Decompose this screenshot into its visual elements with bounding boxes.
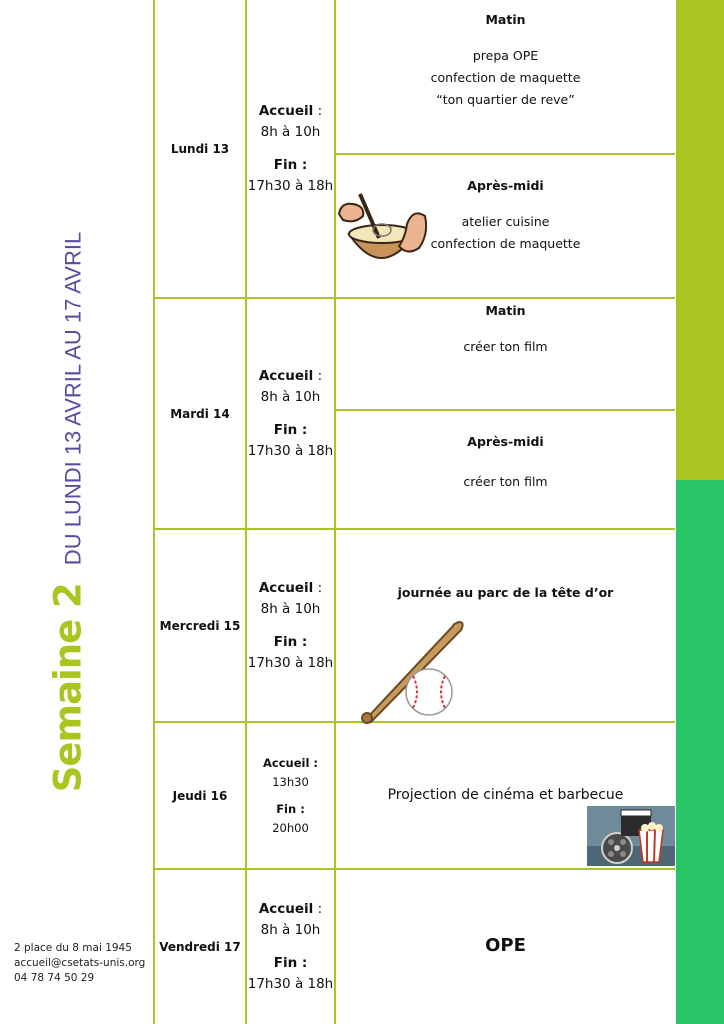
fin-time: 17h30 à 18h [247,976,334,992]
hours-cell: Accueil : 8h à 10h Fin : 17h30 à 18h [247,530,334,721]
accueil-time: 8h à 10h [260,922,321,938]
baseball-icon [361,618,471,724]
activity-mercredi [336,580,675,604]
fin-label: Fin : [273,156,308,173]
fin-label: Fin : [273,955,308,971]
fin-time: 17h30 à 18h [247,654,334,671]
accueil-label: Accueil [258,901,314,917]
fin-label: Fin : [273,633,308,650]
day-label: Vendredi 17 [159,940,241,954]
accent-stripe-green [676,480,724,1024]
schedule-table [153,0,675,1024]
accent-stripe-lime [676,0,724,480]
activity-text: Projection de cinéma et barbecue [387,787,624,803]
week-dates: DU LUNDI 13 AVRIL AU 17 AVRIL [60,231,86,566]
cinema-icon [587,806,675,866]
week-title: Semaine 2 [46,583,90,793]
accueil-time: 13h30 [272,774,309,789]
fin-label: Fin : [273,421,308,438]
fin-label: Fin : [276,801,305,816]
contact-phone: 04 78 74 50 29 [14,972,95,984]
hours-cell: Accueil : 8h à 10h Fin : 17h30 à 18h [247,0,334,297]
day-label: Lundi 13 [170,141,230,156]
activity-mardi-apres-midi: Après-midi créer ton film [463,434,548,489]
accueil-label: Accueil [258,579,314,596]
vertical-title [48,0,88,1024]
activity-lundi-apres-midi: Après-midi atelier cuisine confection de maquette [430,177,581,251]
fin-time: 17h30 à 18h [247,177,334,194]
accueil-label: Accueil [258,102,314,119]
contact-info [14,941,145,986]
activity-mardi-matin: Matin créer ton film [463,303,548,354]
accueil-time: 8h à 10h [260,600,321,617]
contact-address: 2 place du 8 mai 1945 [14,942,132,954]
contact-email: accueil@csetats-unis.org [14,957,146,969]
day-label: Mercredi 15 [159,618,241,633]
day-label: Jeudi 16 [172,788,228,803]
accueil-time: 8h à 10h [260,388,321,405]
period-title: Matin [485,12,526,27]
accueil-time: 8h à 10h [260,123,321,140]
accueil-label: Accueil [258,367,314,384]
hours-cell: Accueil : 8h à 10h Fin : 17h30 à 18h [247,299,334,528]
fin-time: 20h00 [272,820,309,835]
period-title: Matin [485,303,526,318]
hours-cell: Accueil : 8h à 10h Fin : 17h30 à 18h [247,870,334,1024]
activity-text: OPE [485,934,526,956]
row-divider [334,409,675,411]
period-title: Après-midi [467,177,544,193]
activity-jeudi [336,783,675,807]
period-title: Après-midi [467,434,544,449]
mixing-bowl-icon [335,186,427,276]
hours-cell [247,723,334,868]
activity-title: journée au parc de la tête d’or [397,584,614,600]
activity-vendredi [336,930,675,960]
accueil-label: Accueil : [262,755,318,770]
activity-lundi-matin: Matin prepa OPE confection de maquette “ton quartier de reve” [430,12,581,107]
fin-time: 17h30 à 18h [247,442,334,459]
day-label: Mardi 14 [170,406,230,421]
